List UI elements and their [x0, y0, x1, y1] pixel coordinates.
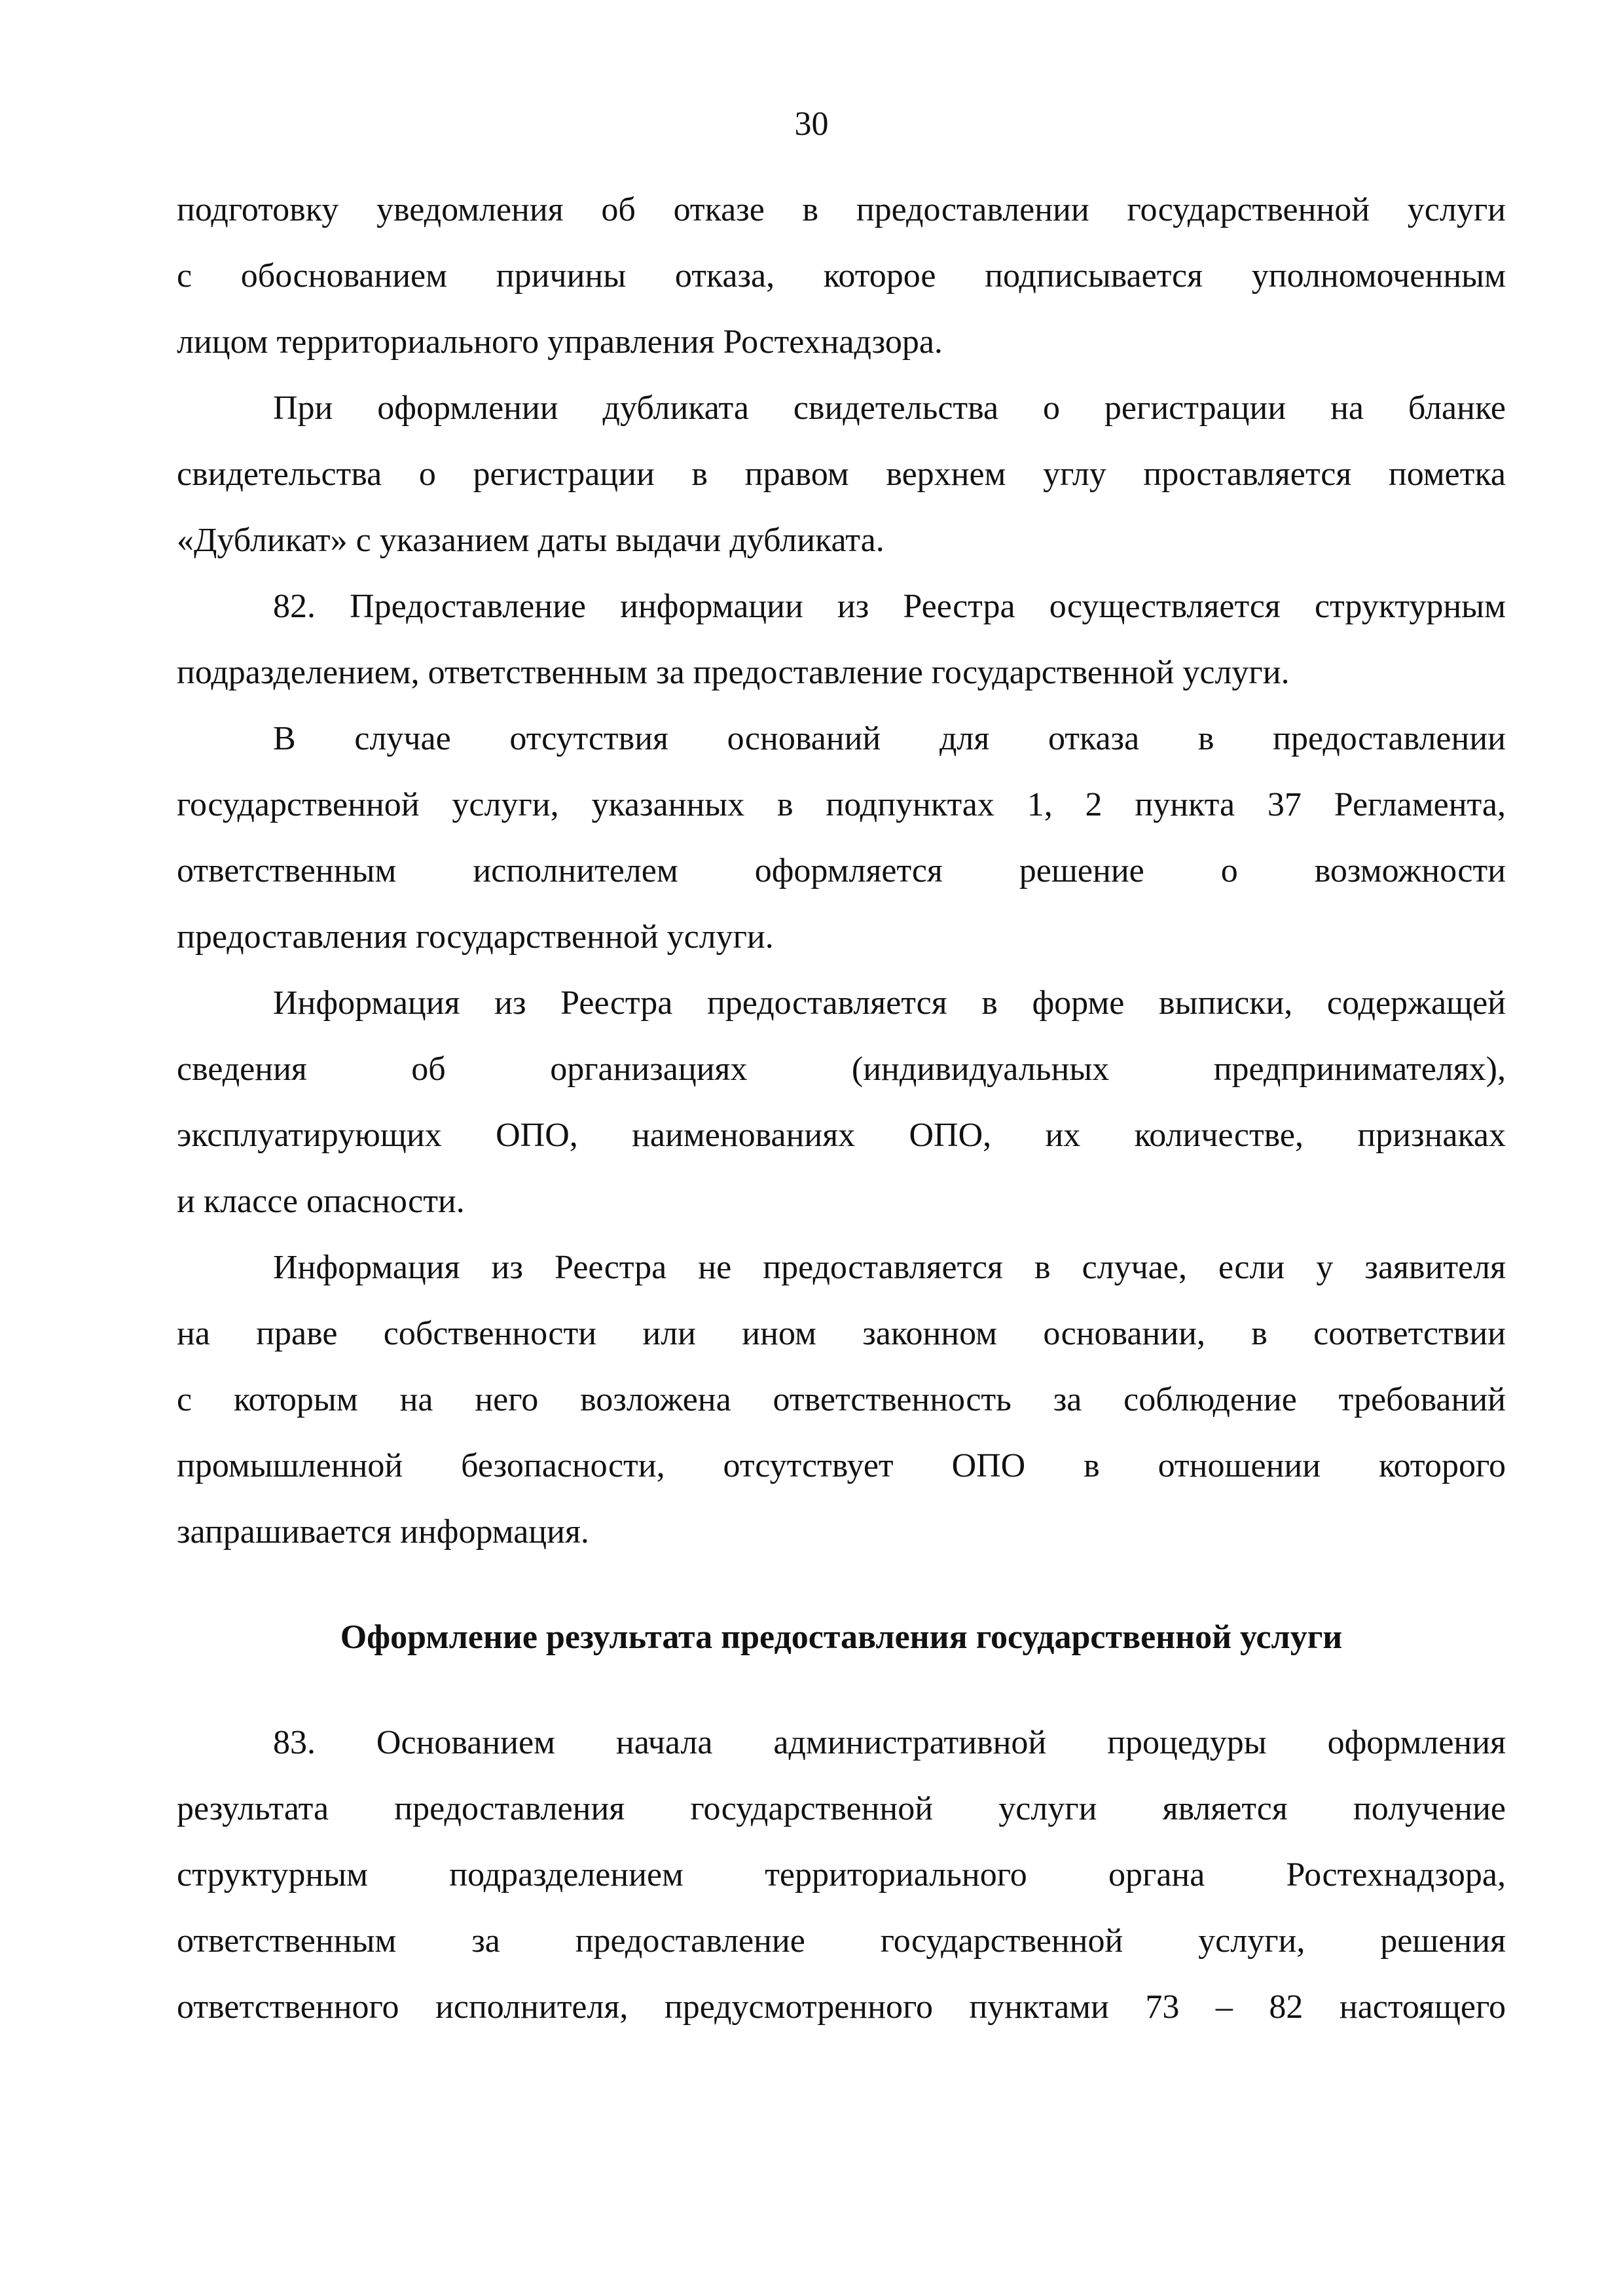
text-line: подразделением, ответственным за предоставление государственной услуги. — [177, 654, 1290, 691]
text-line: с которым на него возложена ответственность за соблюдение требований — [177, 1381, 1506, 1418]
text-line: В случае отсутствия оснований для отказа в предоставлении — [273, 720, 1506, 757]
text-line: ответственным исполнителем оформляется решение о возможности — [177, 852, 1506, 889]
document-body — [177, 177, 1506, 2040]
text-line: ответственного исполнителя, предусмотренного пунктами 73 – 82 настоящего — [177, 1988, 1506, 2026]
text-line: промышленной безопасности, отсутствует ОПО в отношении которого — [177, 1447, 1506, 1484]
text-line: ответственным за предоставление государственной услуги, решения — [177, 1922, 1506, 1960]
spacer — [177, 1670, 1506, 1710]
text-line: на праве собственности или ином законном основании, в соответствии — [177, 1315, 1506, 1352]
text-line: При оформлении дубликата свидетельства о регистрации на бланке — [273, 389, 1506, 427]
text-line: сведения об организациях (индивидуальных предпринимателях), — [177, 1050, 1506, 1088]
text-line: структурным подразделением территориального органа Ростехнадзора, — [177, 1856, 1506, 1893]
spacer — [177, 1565, 1506, 1604]
text-line: Информация из Реестра не предоставляется в случае, если у заявителя — [273, 1249, 1506, 1286]
text-line: государственной услуги, указанных в подпунктах 1, 2 пункта 37 Регламента, — [177, 786, 1506, 823]
paragraph — [177, 1710, 1506, 2040]
text-line: 82. Предоставление информации из Реестра осуществляется структурным — [273, 588, 1506, 625]
text-line: запрашивается информация. — [177, 1513, 589, 1551]
section-heading: Оформление результата предоставления государственной услуги — [340, 1619, 1343, 1656]
text-line: 83. Основанием начала административной процедуры оформления — [273, 1724, 1506, 1761]
text-line: и классе опасности. — [177, 1183, 465, 1220]
text-line: свидетельства о регистрации в правом верхнем углу проставляется пометка — [177, 456, 1506, 493]
text-line: «Дубликат» с указанием даты выдачи дубликата. — [177, 522, 884, 559]
paragraph — [177, 706, 1506, 970]
text-line: Информация из Реестра предоставляется в форме выписки, содержащей — [273, 984, 1506, 1022]
paragraph — [177, 573, 1506, 706]
text-line: предоставления государственной услуги. — [177, 918, 774, 956]
text-line: лицом территориального управления Ростехнадзора. — [177, 323, 943, 361]
paragraph — [177, 375, 1506, 573]
text-line: эксплуатирующих ОПО, наименованиях ОПО, их количестве, признаках — [177, 1117, 1506, 1154]
text-line: результата предоставления государственной услуги является получение — [177, 1790, 1506, 1827]
paragraph — [177, 177, 1506, 375]
page-number: 30 — [794, 105, 829, 143]
text-line: с обоснованием причины отказа, которое подписывается уполномоченным — [177, 257, 1506, 295]
paragraph — [177, 970, 1506, 1234]
paragraph — [177, 1234, 1506, 1565]
text-line: подготовку уведомления об отказе в предоставлении государственной услуги — [177, 191, 1506, 228]
